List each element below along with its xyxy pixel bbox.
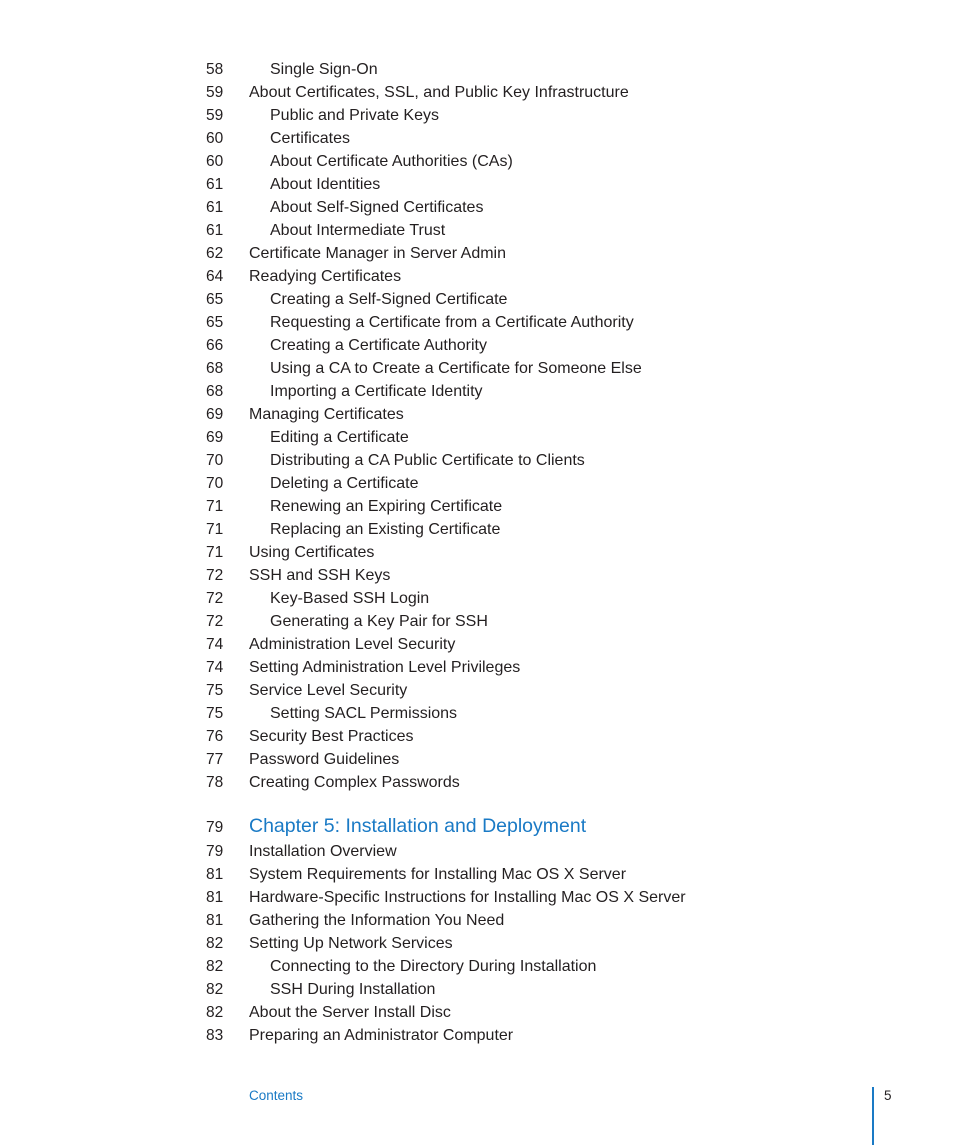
toc-entry[interactable] (0, 564, 954, 587)
toc-entry-page-number: 69 (206, 429, 224, 446)
toc-entry-page-number: 59 (206, 84, 224, 101)
toc-entry-title[interactable]: Service Level Security (249, 682, 408, 699)
toc-entry-title[interactable]: Importing a Certificate Identity (270, 383, 483, 400)
toc-entry[interactable] (0, 426, 954, 449)
toc-entry[interactable] (0, 725, 954, 748)
toc-entry-page-number: 58 (206, 61, 224, 78)
toc-entry-title[interactable]: Requesting a Certificate from a Certificate Authority (270, 314, 634, 331)
toc-entry-title[interactable]: Distributing a CA Public Certificate to Clients (270, 452, 585, 469)
toc-entry-title[interactable]: Creating Complex Passwords (249, 774, 460, 791)
toc-entry-title[interactable]: Using Certificates (249, 544, 375, 561)
toc-entry[interactable] (0, 932, 954, 955)
toc-entry-title[interactable]: Hardware-Specific Instructions for Installing Mac OS X Server (249, 889, 686, 906)
footer-divider (872, 1087, 874, 1145)
toc-entry-page-number: 64 (206, 268, 224, 285)
toc-entry[interactable] (0, 150, 954, 173)
toc-entry-title[interactable]: System Requirements for Installing Mac OS X Server (249, 866, 627, 883)
toc-entry-title[interactable]: SSH During Installation (270, 981, 436, 998)
toc-entry-title[interactable]: Preparing an Administrator Computer (249, 1027, 514, 1044)
chapter-spacing (0, 794, 954, 812)
table-of-contents (0, 58, 954, 1047)
toc-entry-page-number: 75 (206, 705, 224, 722)
toc-entry[interactable] (0, 679, 954, 702)
toc-entry[interactable] (0, 495, 954, 518)
toc-entry-title[interactable]: Gathering the Information You Need (249, 912, 505, 929)
toc-entry-page-number: 71 (206, 544, 224, 561)
toc-entry-title[interactable]: About Certificate Authorities (CAs) (270, 153, 513, 170)
toc-entry-page-number: 82 (206, 958, 224, 975)
toc-entry[interactable] (0, 311, 954, 334)
toc-entry-title[interactable]: About Identities (270, 176, 381, 193)
toc-entry[interactable] (0, 219, 954, 242)
toc-entry-page-number: 70 (206, 475, 224, 492)
toc-entry-title[interactable]: Readying Certificates (249, 268, 402, 285)
toc-entry-title[interactable]: Password Guidelines (249, 751, 400, 768)
toc-entry-title[interactable]: About Certificates, SSL, and Public Key Infrastructure (249, 84, 629, 101)
toc-entry[interactable] (0, 587, 954, 610)
toc-entry-title[interactable]: Public and Private Keys (270, 107, 439, 124)
toc-entry-page-number: 60 (206, 153, 224, 170)
toc-entry[interactable] (0, 909, 954, 932)
toc-entry[interactable] (0, 380, 954, 403)
toc-entry-page-number: 61 (206, 176, 224, 193)
toc-entry-page-number: 82 (206, 935, 224, 952)
toc-entry-page-number: 68 (206, 360, 224, 377)
toc-entry-page-number: 75 (206, 682, 224, 699)
toc-entry-page-number: 71 (206, 521, 224, 538)
toc-entry-title[interactable]: Generating a Key Pair for SSH (270, 613, 488, 630)
toc-entry[interactable] (0, 357, 954, 380)
toc-entry-title[interactable]: SSH and SSH Keys (249, 567, 391, 584)
toc-entry-title[interactable]: Creating a Certificate Authority (270, 337, 487, 354)
toc-entry[interactable] (0, 81, 954, 104)
toc-entry[interactable] (0, 104, 954, 127)
toc-entry-page-number: 65 (206, 291, 224, 308)
toc-entry-title[interactable]: Certificate Manager in Server Admin (249, 245, 506, 262)
toc-entry-title[interactable]: Certificates (270, 130, 351, 147)
toc-entry-page-number: 81 (206, 889, 224, 906)
toc-entry[interactable] (0, 196, 954, 219)
toc-entry[interactable] (0, 886, 954, 909)
toc-entry-title[interactable]: Deleting a Certificate (270, 475, 419, 492)
toc-entry[interactable] (0, 472, 954, 495)
toc-entry-page-number: 79 (206, 843, 224, 860)
toc-entry-page-number: 69 (206, 406, 224, 423)
chapter-page-number: 79 (206, 819, 224, 836)
toc-entry[interactable] (0, 288, 954, 311)
toc-entry-title[interactable]: Renewing an Expiring Certificate (270, 498, 503, 515)
toc-entry-title[interactable]: Key-Based SSH Login (270, 590, 430, 607)
toc-entry-page-number: 65 (206, 314, 224, 331)
toc-entry-title[interactable]: Administration Level Security (249, 636, 456, 653)
toc-section-after-chapter (0, 840, 954, 1047)
toc-entry-page-number: 76 (206, 728, 224, 745)
toc-entry[interactable] (0, 955, 954, 978)
toc-entry-title[interactable]: Using a CA to Create a Certificate for Someone Else (270, 360, 642, 377)
toc-entry-page-number: 74 (206, 636, 224, 653)
toc-entry-page-number: 82 (206, 1004, 224, 1021)
toc-entry[interactable] (0, 173, 954, 196)
toc-entry-title[interactable]: Setting Administration Level Privileges (249, 659, 521, 676)
chapter-title[interactable]: Chapter 5: Installation and Deployment (249, 815, 587, 837)
toc-entry-title[interactable]: Installation Overview (249, 843, 397, 860)
toc-entry-page-number: 62 (206, 245, 224, 262)
toc-entry-title[interactable]: Managing Certificates (249, 406, 404, 423)
toc-entry[interactable] (0, 242, 954, 265)
toc-entry-page-number: 71 (206, 498, 224, 515)
toc-entry-page-number: 82 (206, 981, 224, 998)
toc-entry-page-number: 59 (206, 107, 224, 124)
toc-entry-page-number: 68 (206, 383, 224, 400)
toc-entry-title[interactable]: Replacing an Existing Certificate (270, 521, 501, 538)
toc-entry-title[interactable]: Setting Up Network Services (249, 935, 453, 952)
toc-entry-page-number: 77 (206, 751, 224, 768)
toc-entry[interactable] (0, 1024, 954, 1047)
toc-entry-page-number: 70 (206, 452, 224, 469)
toc-section-before-chapter (0, 58, 954, 794)
toc-entry[interactable] (0, 840, 954, 863)
toc-entry-title[interactable]: Security Best Practices (249, 728, 414, 745)
toc-entry[interactable] (0, 863, 954, 886)
toc-entry-page-number: 81 (206, 912, 224, 929)
toc-entry-title[interactable]: About Self-Signed Certificates (270, 199, 484, 216)
toc-entry-title[interactable]: About the Server Install Disc (249, 1004, 451, 1021)
toc-entry-page-number: 61 (206, 199, 224, 216)
toc-entry[interactable] (0, 748, 954, 771)
toc-entry[interactable] (0, 334, 954, 357)
footer-page-number: 5 (884, 1088, 892, 1103)
toc-entry[interactable] (0, 633, 954, 656)
toc-entry[interactable] (0, 127, 954, 150)
toc-entry-title[interactable]: Editing a Certificate (270, 429, 409, 446)
toc-entry[interactable] (0, 518, 954, 541)
toc-entry[interactable] (0, 1001, 954, 1024)
toc-entry-page-number: 83 (206, 1027, 224, 1044)
toc-entry-page-number: 61 (206, 222, 224, 239)
toc-entry-title[interactable]: Setting SACL Permissions (270, 705, 458, 722)
toc-entry[interactable] (0, 978, 954, 1001)
toc-entry-title[interactable]: About Intermediate Trust (270, 222, 446, 239)
toc-entry[interactable] (0, 610, 954, 633)
toc-entry[interactable] (0, 265, 954, 288)
toc-entry-page-number: 72 (206, 613, 224, 630)
toc-entry-title[interactable]: Creating a Self-Signed Certificate (270, 291, 508, 308)
toc-entry[interactable] (0, 449, 954, 472)
toc-entry[interactable] (0, 541, 954, 564)
toc-entry-page-number: 74 (206, 659, 224, 676)
toc-entry-page-number: 60 (206, 130, 224, 147)
toc-entry-page-number: 78 (206, 774, 224, 791)
toc-entry-page-number: 72 (206, 567, 224, 584)
toc-entry-title[interactable]: Connecting to the Directory During Installation (270, 958, 597, 975)
toc-entry[interactable] (0, 771, 954, 794)
chapter-heading-row[interactable] (0, 812, 954, 840)
toc-entry-page-number: 66 (206, 337, 224, 354)
toc-entry[interactable] (0, 656, 954, 679)
toc-entry[interactable] (0, 403, 954, 426)
footer-section-label: Contents (249, 1088, 304, 1103)
toc-entry[interactable] (0, 702, 954, 725)
toc-entry-page-number: 72 (206, 590, 224, 607)
toc-entry-title[interactable]: Single Sign-On (270, 61, 378, 78)
toc-entry[interactable] (0, 58, 954, 81)
toc-entry-page-number: 81 (206, 866, 224, 883)
